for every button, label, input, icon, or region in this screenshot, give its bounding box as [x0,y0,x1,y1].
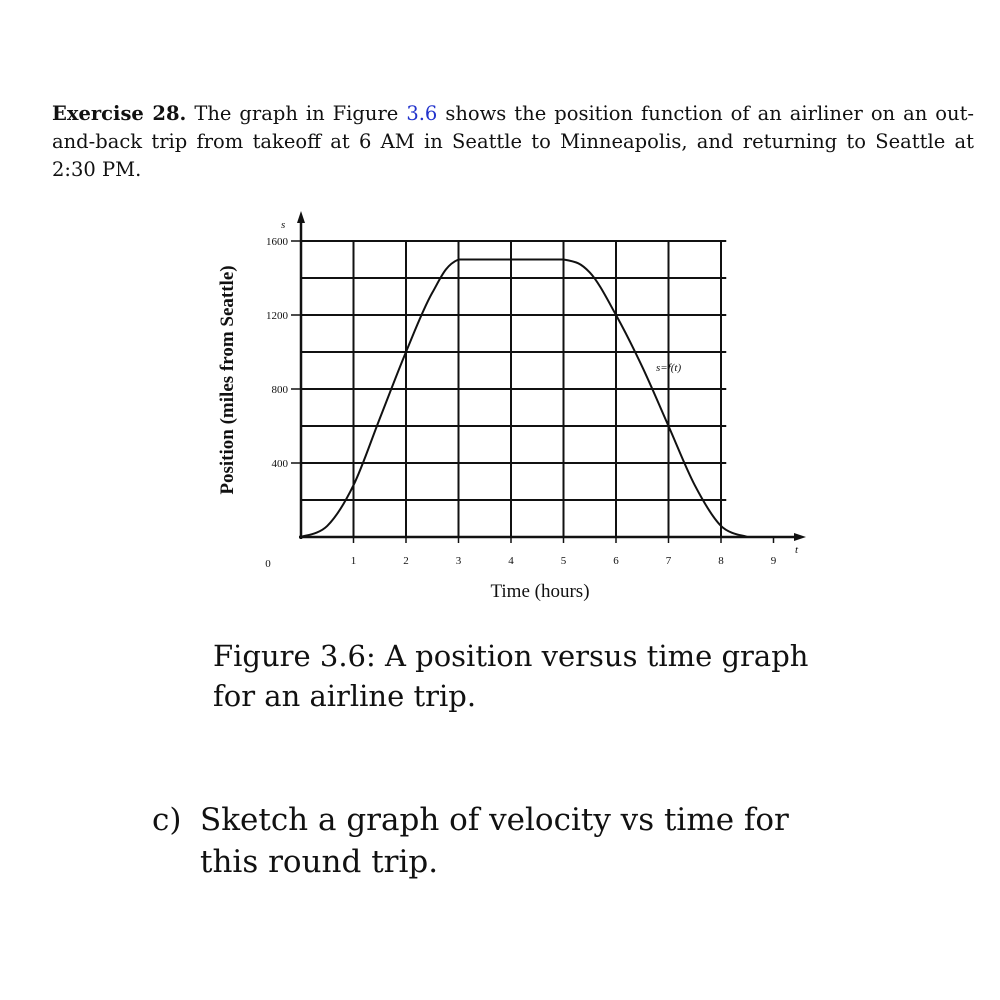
y-axis-title: Position (miles from Seattle) [217,265,238,495]
y-axis-arrow [297,211,305,223]
x-tick-label: 1 [350,555,357,567]
axis-ticks [266,236,777,567]
y-tick-label: 1600 [266,236,288,248]
figure-reference-link[interactable]: 3.6 [406,102,438,125]
exercise-text-end: shows the position function of an airliner on an out-and-back trip from takeoff at 6 AM in Seattle to Minneapolis, and returning to Seattle at 2:30 PM. [52,102,974,181]
exercise-text-start: The graph in Figure [194,102,399,125]
x-axis-symbol: t [795,544,799,556]
y-tick-label: 800 [271,384,288,396]
x-tick-label: 7 [665,555,672,567]
question-text: Sketch a graph of velocity vs time for this round trip. [200,802,789,880]
x-tick-label: 6 [613,555,619,567]
position-curve [301,260,747,538]
y-tick-label: 1200 [266,310,288,322]
x-tick-label: 8 [718,555,724,567]
exercise-label: Exercise 28. [52,102,187,125]
x-tick-label: 5 [560,555,567,567]
x-axis-arrow [794,533,806,541]
figure-caption: Figure 3.6: A position versus time graph for an airline trip. [213,639,809,713]
question-c [152,799,852,883]
question-label: c) [152,802,182,838]
y-tick-label: 400 [271,458,288,470]
x-tick-label: 3 [455,555,462,567]
x-axis-title: Time (hours) [490,581,590,602]
y-axis-symbol: s [281,219,286,231]
origin-label: 0 [265,558,271,570]
grid-lines [301,241,726,537]
x-tick-label: 9 [770,555,777,567]
x-tick-label: 4 [508,555,514,567]
curve-label: s=f(t) [656,362,682,374]
x-tick-label: 2 [403,555,409,567]
